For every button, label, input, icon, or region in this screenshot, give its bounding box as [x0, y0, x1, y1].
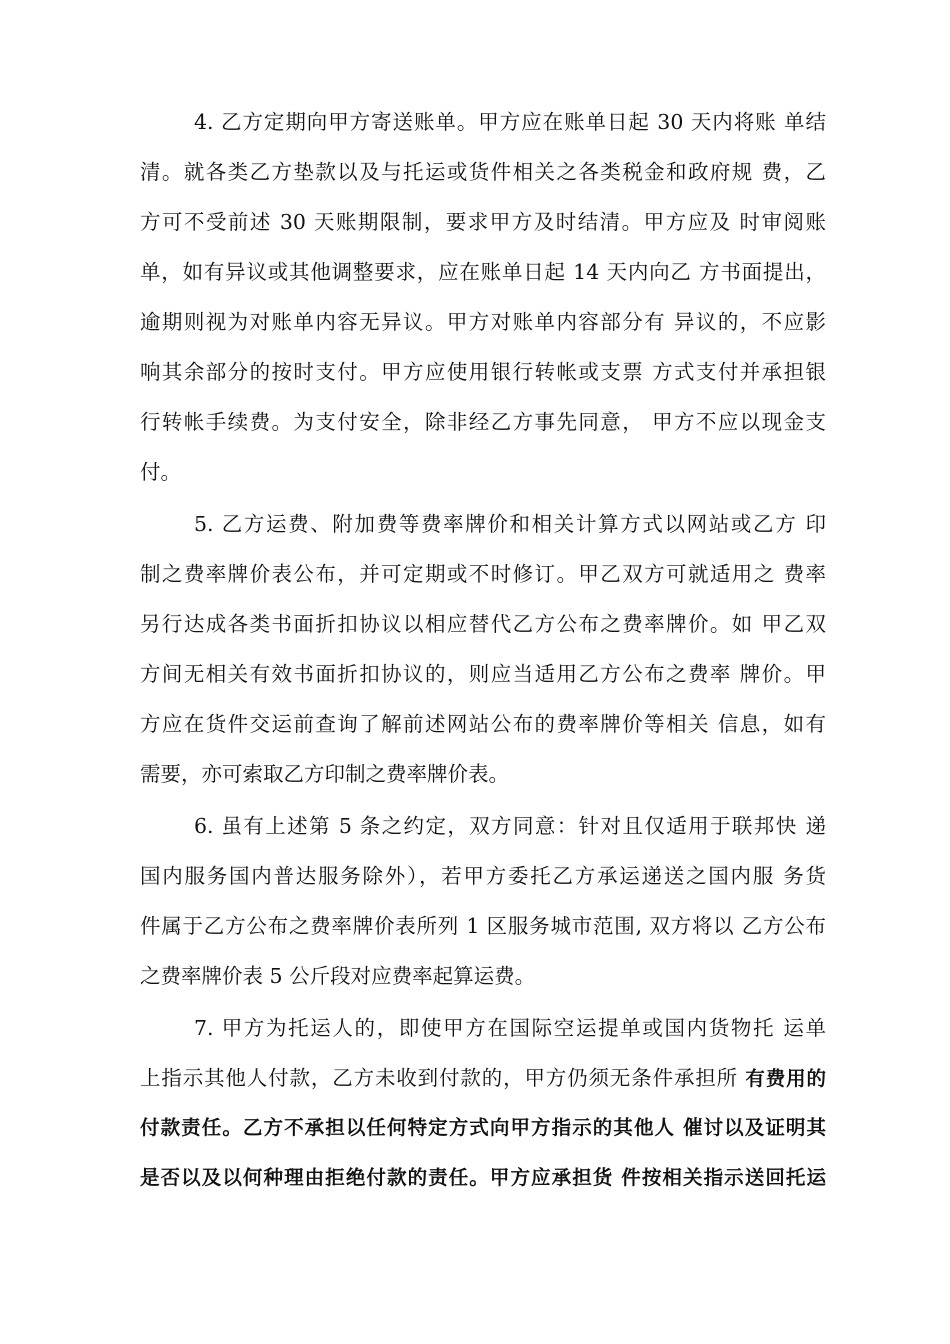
- clause-4-line-7: 行转帐手续费。为支付安全，除非经乙方事先同意， 甲方不应以现金支: [140, 410, 826, 434]
- clause-5-line-1: 5. 乙方运费、附加费等费率牌价和相关计算方式以网站或乙方 印: [194, 512, 826, 536]
- clause-4-line-2: 清。就各类乙方垫款以及与托运或货件相关之各类税金和政府规 费，乙: [140, 160, 826, 184]
- clause-6-line-1: 6. 虽有上述第 5 条之约定，双方同意：针对且仅适用于联邦快 递: [194, 814, 826, 838]
- clause-7-line-4: 是否以及以何种理由拒绝付款的责任。甲方应承担货 件按相关指示送回托运: [140, 1166, 826, 1189]
- clause-7-line-1: 7. 甲方为托运人的，即使甲方在国际空运提单或国内货物托 运单: [194, 1016, 826, 1040]
- clause-5-line-4: 方间无相关有效书面折扣协议的，则应当适用乙方公布之费率 牌价。甲: [140, 662, 826, 686]
- clause-7-line-3: 付款责任。乙方不承担以任何特定方式向甲方指示的其他人 催讨以及证明其: [140, 1116, 826, 1139]
- clause-7-line-2-normal: 上指示其他人付款，乙方未收到付款的，甲方仍须无条件承担所: [140, 1066, 746, 1090]
- clause-6-line-2: 国内服务国内普达服务除外），若甲方委托乙方承运递送之国内服 务货: [140, 864, 826, 888]
- clause-5-line-6: 需要，亦可索取乙方印制之费率牌价表。: [140, 762, 509, 786]
- clause-6-line-3: 件属于乙方公布之费率牌价表所列 1 区服务城市范围, 双方将以 乙方公布: [140, 914, 826, 938]
- clause-4-line-8: 付。: [140, 460, 181, 484]
- clause-5-line-5: 方应在货件交运前查询了解前述网站公布的费率牌价等相关 信息，如有: [140, 712, 826, 736]
- clause-4-line-5: 逾期则视为对账单内容无异议。甲方对账单内容部分有 异议的，不应影: [140, 310, 826, 334]
- clause-4-line-4: 单，如有异议或其他调整要求，应在账单日起 14 天内向乙 方书面提出，: [140, 260, 826, 284]
- clause-5-line-2: 制之费率牌价表公布，并可定期或不时修订。甲乙双方可就适用之 费率: [140, 562, 826, 586]
- clause-5-line-3: 另行达成各类书面折扣协议以相应替代乙方公布之费率牌价。如 甲乙双: [140, 612, 826, 636]
- clause-4-line-1: 4. 乙方定期向甲方寄送账单。甲方应在账单日起 30 天内将账 单结: [194, 110, 826, 134]
- clause-7-line-2-bold: 有费用的: [745, 1067, 826, 1090]
- clause-4-line-3: 方可不受前述 30 天账期限制，要求甲方及时结清。甲方应及 时审阅账: [140, 210, 826, 234]
- clause-6-line-4: 之费率牌价表 5 公斤段对应费率起算运费。: [140, 964, 536, 988]
- clause-4-line-6: 响其余部分的按时支付。甲方应使用银行转帐或支票 方式支付并承担银: [140, 360, 826, 384]
- clause-7-line-2: [140, 1064, 826, 1092]
